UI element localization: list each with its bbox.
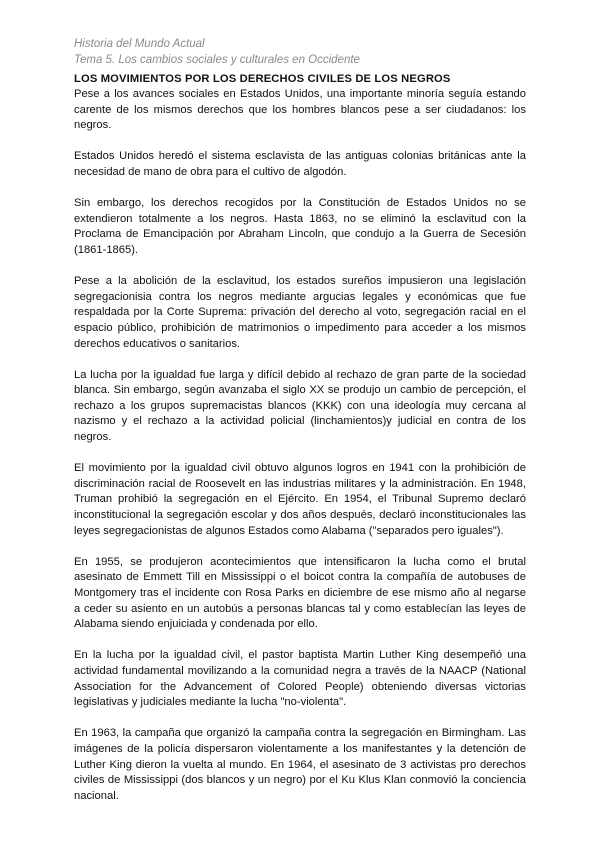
header-topic: Tema 5. Los cambios sociales y culturales en Occidente: [74, 54, 360, 66]
paragraph-8: En la lucha por la igualdad civil, el pastor baptista Martin Luther King desempeñó una actividad fundamental movilizando a la comunidad negra a través de la NAACP (National Association for the Advancement of Colored People) obteniendo diversas victorias legislativas y judiciales mediante la lucha "no-violenta".: [74, 649, 526, 709]
paragraph-9: En 1963, la campaña que organizó la campaña contra la segregación en Birmingham. Las imágenes de la policía dispersaron violentamente a los manifestantes y la detención de Luther King dieron la vuelta al mundo. En 1964, el asesinato de 3 activistas pro derechos civiles de Mississippi (dos blancos y un negro) por el Ku Klus Klan conmovió la conciencia nacional.: [74, 727, 526, 802]
paragraph-5: La lucha por la igualdad fue larga y difícil debido al rechazo de gran parte de la sociedad blanca. Sin embargo, según avanzaba el siglo XX se produjo un cambio de percepción, el rechazo a los grupos supremacistas blancos (KKK) con una ideología muy cercana al nazismo y el rechazo a la actividad policial (linchamientos)y judicial en contra de los negros.: [74, 368, 526, 444]
header-course: Historia del Mundo Actual: [74, 38, 205, 50]
paragraph-7: En 1955, se produjeron acontecimientos que intensificaron la lucha como el brutal asesinato de Emmett Till en Mississippi o el boicot contra la compañía de autobuses de Montgomery tras el incidente con Rosa Parks en diciembre de ese mismo año al negarse a ceder su asiento en un autobús a personas blancas tal y como establecían las leyes de Alabama siendo enjuiciada y condenada por ello.: [74, 555, 526, 631]
paragraph-6: El movimiento por la igualdad civil obtuvo algunos logros en 1941 con la prohibición de discriminación racial de Roosevelt en las industrias militares y la administración. En 1948, Truman prohibió la segregación en el Ejército. En 1954, el Tribunal Supremo declaró inconstitucional la segregación escolar y dos años después, declaró inconstitucionales las leyes segregacionistas de algunos Estados como Alabama ("separados pero iguales").: [74, 462, 526, 537]
document-body: [74, 71, 526, 820]
paragraph-2: Estados Unidos heredó el sistema esclavista de las antiguas colonias británicas ante la necesidad de mano de obra para el cultivo de algodón.: [74, 150, 526, 178]
paragraph-3: Sin embargo, los derechos recogidos por la Constitución de Estados Unidos no se extendieron totalmente a los negros. Hasta 1863, no se eliminó la esclavitud con la Proclama de Emancipación por Abraham Lincoln, que condujo a la Guerra de Secesión (1861-1865).: [74, 197, 526, 256]
section-title: LOS MOVIMIENTOS POR LOS DERECHOS CIVILES DE LOS NEGROS: [74, 73, 451, 85]
paragraph-4: Pese a la abolición de la esclavitud, los estados sureños impusieron una legislación segregacionisia contra los negros mediante argucias legales y económicas que fue respaldada por la Corte Suprema: privación del derecho al voto, segregación racial en el espacio público, prohibición de matrimonios o impedimento para acceder a los mismos derechos educativos o sanitarios.: [74, 275, 526, 350]
paragraph-1: Pese a los avances sociales en Estados Unidos, una importante minoría seguía estando carente de los mismos derechos que los hombres blancos pese a ser ciudadanos: los negros.: [74, 88, 526, 132]
page-header: [74, 36, 360, 68]
